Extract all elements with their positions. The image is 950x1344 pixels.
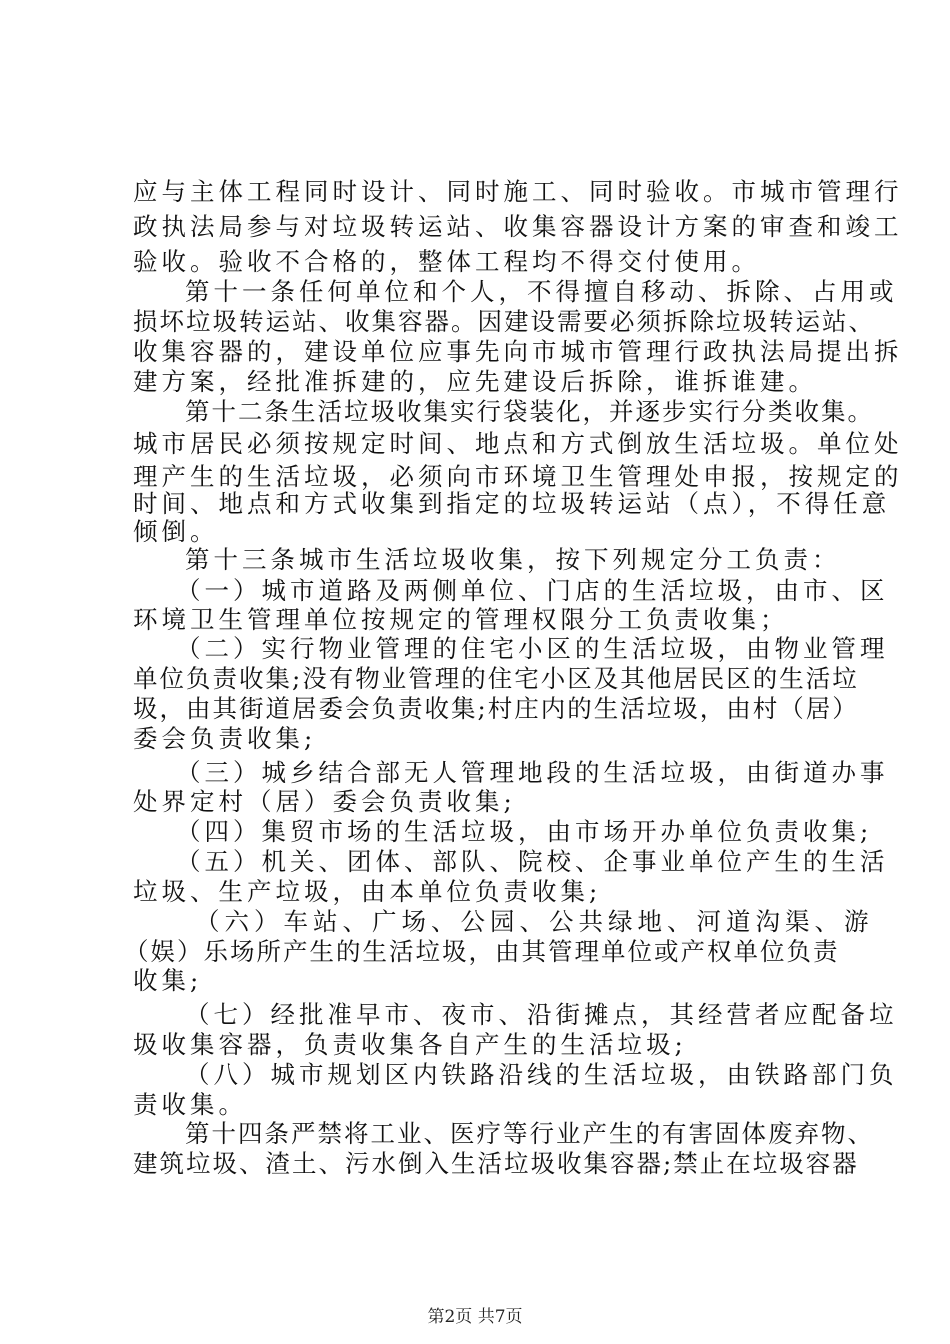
body-text-line: （二）实行物业管理的住宅小区的生活垃圾，由物业管理 — [176, 634, 889, 663]
body-text-line: 第十四条严禁将工业、医疗等行业产生的有害固体废弃物、 — [185, 1119, 874, 1148]
body-text-line: 理产生的生活垃圾，必须向市环境卫生管理处申报，按规定的 — [133, 462, 903, 491]
body-text-line: 损坏垃圾转运站、收集容器。因建设需要必须拆除垃圾转运站、 — [133, 307, 875, 336]
body-text-line: 垃圾、生产垃圾，由本单位负责收集; — [133, 877, 602, 906]
body-text-line: 收集容器的，建设单位应事先向市城市管理行政执法局提出拆 — [133, 337, 903, 366]
body-text-line: （六）车站、广场、公园、公共绿地、河道沟渠、游 — [195, 907, 874, 936]
body-text-line: 应与主体工程同时设计、同时施工、同时验收。市城市管理行 — [133, 177, 903, 206]
body-text-line: 第十三条城市生活垃圾收集，按下列规定分工负责： — [185, 545, 841, 574]
body-text-line: 建筑垃圾、渣土、污水倒入生活垃圾收集容器;禁止在垃圾容器 — [133, 1149, 859, 1178]
body-text-line: 第十一条任何单位和个人，不得擅自移动、拆除、占用或 — [185, 277, 898, 306]
body-text-line: 圾，由其街道居委会负责收集;村庄内的生活垃圾，由村（居） — [133, 694, 859, 723]
body-text-line: 环境卫生管理单位按规定的管理权限分工负责收集； — [133, 605, 789, 634]
body-text-line: 责收集。 — [133, 1090, 247, 1119]
body-text-line: （七）经批准早市、夜市、沿街摊点，其经营者应配备垃 — [185, 1000, 898, 1029]
body-text-line: 委会负责收集; — [133, 724, 317, 753]
body-text-line: 处界定村（居）委会负责收集; — [133, 787, 516, 816]
body-text-line: 第十二条生活垃圾收集实行袋装化，并逐步实行分类收集。 — [185, 397, 874, 426]
body-text-line: 单位负责收集;没有物业管理的住宅小区及其他居民区的生活垃 — [133, 664, 859, 693]
body-text-line: 收集; — [133, 966, 203, 995]
body-text-line: （娱）乐场所产生的生活垃圾，由其管理单位或产权单位负责 — [124, 937, 840, 966]
body-text-line: 倾倒。 — [133, 517, 219, 546]
body-text-line: （八）城市规划区内铁路沿线的生活垃圾，由铁路部门负 — [185, 1060, 898, 1089]
body-text-line: 圾收集容器，负责收集各自产生的生活垃圾; — [133, 1030, 687, 1059]
body-text-line: （四）集贸市场的生活垃圾，由市场开办单位负责收集; — [176, 817, 873, 846]
body-text-line: （五）机关、团体、部队、院校、企事业单位产生的生活 — [176, 847, 889, 876]
body-text-line: 城市居民必须按规定时间、地点和方式倒放生活垃圾。单位处 — [133, 429, 903, 458]
body-text-line: （一）城市道路及两侧单位、门店的生活垃圾，由市、区 — [176, 576, 889, 605]
body-text-line: 验收。验收不合格的，整体工程均不得交付使用。 — [133, 247, 760, 276]
page-number-footer: 第2页 共7页 — [427, 1307, 523, 1327]
body-text-line: 时间、地点和方式收集到指定的垃圾转运站（点），不得任意 — [133, 489, 891, 518]
body-text-line: （三）城乡结合部无人管理地段的生活垃圾，由街道办事 — [176, 758, 889, 787]
body-text-line: 建方案，经批准拆建的，应先建设后拆除，谁拆谁建。 — [133, 367, 817, 396]
body-text-line: 政执法局参与对垃圾转运站、收集容器设计方案的审查和竣工 — [133, 212, 903, 241]
